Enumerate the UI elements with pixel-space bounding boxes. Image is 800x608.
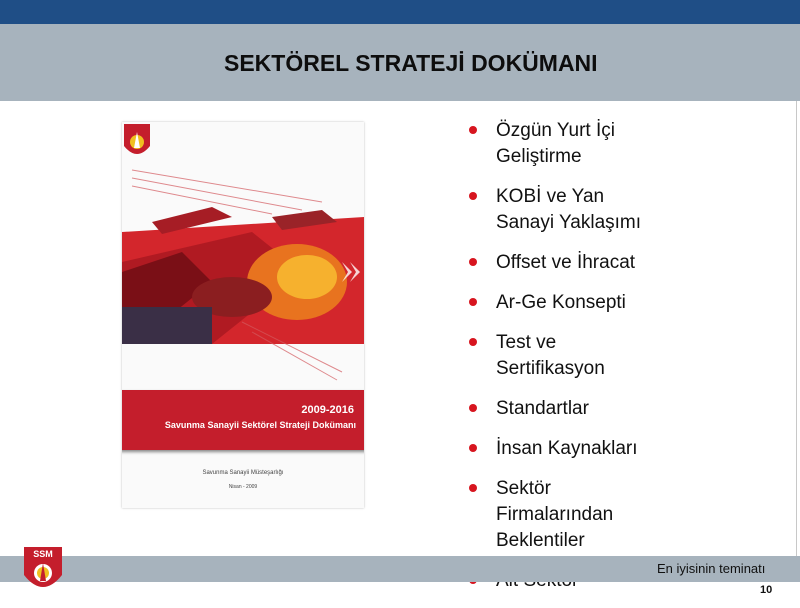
ssm-logo-icon	[22, 545, 64, 597]
bullet-item	[466, 436, 786, 462]
bullet-text: Firmalarından	[496, 504, 614, 525]
bullet-dot-icon	[469, 404, 477, 412]
bullet-dot-icon	[469, 338, 477, 346]
bullet-text: KOBİ ve Yan	[496, 186, 605, 207]
cover-title: Savunma Sanayii Sektörel Strateji Dokümanı	[164, 420, 356, 430]
document-cover-image	[122, 122, 364, 508]
bullet-item	[466, 476, 786, 554]
bullet-text: Standartlar	[496, 398, 589, 419]
right-divider	[796, 101, 797, 561]
bullet-dot-icon	[469, 192, 477, 200]
page-number: 10	[760, 584, 773, 596]
cover-date: Nisan - 2009	[228, 484, 258, 490]
bullet-text: Beklentiler	[496, 530, 585, 551]
footer-tagline: En iyisinin teminatı	[657, 561, 766, 576]
logo-letters: SSM	[33, 549, 53, 559]
bullet-text: Offset ve İhracat	[496, 252, 636, 273]
cover-organization: Savunma Sanayii Müsteşarlığı	[202, 470, 284, 476]
bullet-text: Ar-Ge Konsepti	[496, 292, 626, 313]
slide-title: SEKTÖREL STRATEJİ DOKÜMANI	[224, 50, 598, 76]
bullet-text: Sertifikasyon	[496, 358, 605, 379]
bullet-item	[466, 118, 786, 170]
cover-years: 2009-2016	[301, 404, 354, 416]
bullet-text: Geliştirme	[496, 146, 582, 167]
top-bar	[0, 0, 800, 24]
bullet-dot-icon	[469, 258, 477, 266]
bullet-dot-icon	[469, 444, 477, 452]
bullet-item	[466, 330, 786, 382]
bullet-dot-icon	[469, 298, 477, 306]
bullet-text: Sektör	[496, 478, 551, 499]
bullet-text: İnsan Kaynakları	[496, 438, 638, 459]
bullet-dot-icon	[469, 126, 477, 134]
bullet-item	[466, 290, 786, 316]
bullet-item	[466, 396, 786, 422]
bullet-item	[466, 250, 786, 276]
bullet-list	[466, 118, 786, 608]
cover-title-band	[122, 390, 364, 450]
ssm-logo-small-icon	[122, 122, 152, 162]
bullet-item	[466, 184, 786, 236]
bullet-text: Test ve	[496, 332, 557, 353]
cover-artwork	[122, 122, 364, 508]
bullet-dot-icon	[469, 484, 477, 492]
bullet-text: Özgün Yurt İçi	[496, 120, 615, 141]
bullet-text: Sanayi Yaklaşımı	[496, 212, 642, 233]
